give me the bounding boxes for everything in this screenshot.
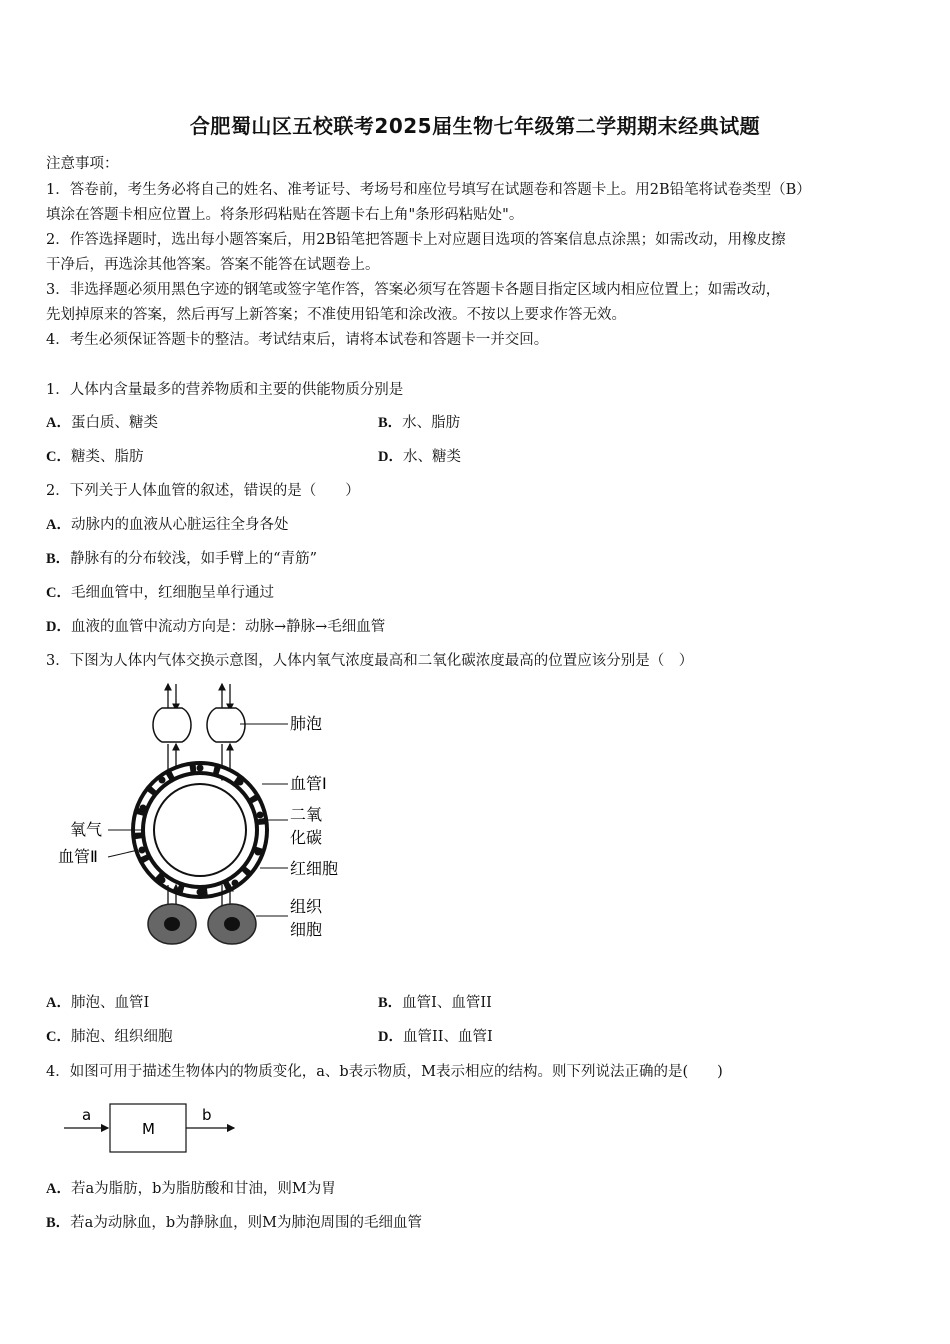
label-co2-line2: 化碳: [290, 828, 323, 847]
label-rbc: 红细胞: [290, 859, 339, 878]
gas-exchange-diagram: [50, 680, 370, 960]
alveolus-left: [153, 708, 191, 742]
page-title: 合肥蜀山区五校联考2025届生物七年级第二学期期末经典试题: [189, 114, 761, 138]
label-vessel-2: 血管Ⅱ: [58, 847, 98, 866]
label-b: b: [202, 1106, 212, 1124]
q2-option-b[interactable]: B．静脉有的分布较浅，如手臂上的“青筋”: [46, 551, 317, 567]
q1-option-b[interactable]: B．水、脂肪: [378, 415, 461, 431]
question-4-stem: 4．如图可用于描述生物体内的物质变化，a、b表示物质，M表示相应的结构。则下列说法正确的是( ): [46, 1064, 723, 1080]
q2-option-d[interactable]: D．血液的血管中流动方向是：动脉→静脉→毛细血管: [46, 619, 386, 635]
notice-line: 1．答卷前，考生务必将自己的姓名、准考证号、考场号和座位号填写在试题卷和答题卡上。用2B铅笔将试卷类型（B）: [46, 182, 811, 198]
question-2-stem: 2．下列关于人体血管的叙述，错误的是（ ）: [46, 483, 360, 499]
substance-change-diagram: [60, 1098, 260, 1158]
notice-line: 填涂在答题卡相应位置上。将条形码粘贴在答题卡右上角"条形码粘贴处"。: [46, 207, 524, 223]
notice-line: 4．考生必须保证答题卡的整洁。考试结束后，请将本试卷和答题卡一并交回。: [46, 332, 549, 348]
q3-option-c[interactable]: C．肺泡、组织细胞: [46, 1029, 173, 1045]
q4-option-a[interactable]: A．若a为脂肪，b为脂肪酸和甘油，则M为胃: [46, 1181, 336, 1197]
question-3-stem: 3．下图为人体内气体交换示意图，人体内氧气浓度最高和二氧化碳浓度最高的位置应该分别是（ ）: [46, 653, 694, 669]
notice-line: 先划掉原来的答案，然后再写上新答案；不准使用铅笔和涂改液。不按以上要求作答无效。: [46, 307, 626, 323]
q3-option-d[interactable]: D．血管II、血管I: [378, 1029, 493, 1045]
q1-option-a[interactable]: A．蛋白质、糖类: [46, 415, 158, 431]
label-vessel-1: 血管Ⅰ: [290, 774, 327, 793]
notice-heading: 注意事项：: [46, 156, 119, 172]
question-1-stem: 1．人体内含量最多的营养物质和主要的供能物质分别是: [46, 382, 404, 398]
q3-option-b[interactable]: B．血管I、血管II: [378, 995, 492, 1011]
label-tissue-line1: 组织: [290, 897, 323, 916]
q1-option-d[interactable]: D．水、糖类: [378, 449, 461, 465]
q3-option-a[interactable]: A．肺泡、血管I: [46, 995, 150, 1011]
notice-line: 干净后，再选涂其他答案。答案不能答在试题卷上。: [46, 257, 380, 273]
label-m: M: [142, 1120, 155, 1138]
label-tissue-line2: 细胞: [290, 920, 323, 939]
label-alveolus: 肺泡: [290, 714, 323, 733]
label-a: a: [82, 1106, 92, 1124]
notice-line: 2．作答选择题时，选出每小题答案后，用2B铅笔把答题卡上对应题目选项的答案信息点涂黑；如需改动，用橡皮擦: [46, 232, 786, 248]
q1-option-c[interactable]: C．糖类、脂肪: [46, 449, 144, 465]
q4-option-b[interactable]: B．若a为动脉血，b为静脉血，则M为肺泡周围的毛细血管: [46, 1215, 422, 1231]
q2-option-a[interactable]: A．动脉内的血液从心脏运往全身各处: [46, 517, 289, 533]
alveolus-right: [207, 708, 245, 742]
q2-option-c[interactable]: C．毛细血管中，红细胞呈单行通过: [46, 585, 274, 601]
notice-line: 3．非选择题必须用黑色字迹的钢笔或签字笔作答，答案必须写在答题卡各题目指定区域内相应位置上；如需改动，: [46, 282, 781, 298]
label-co2-line1: 二氧: [290, 805, 323, 824]
label-oxygen: 氧气: [70, 820, 103, 839]
